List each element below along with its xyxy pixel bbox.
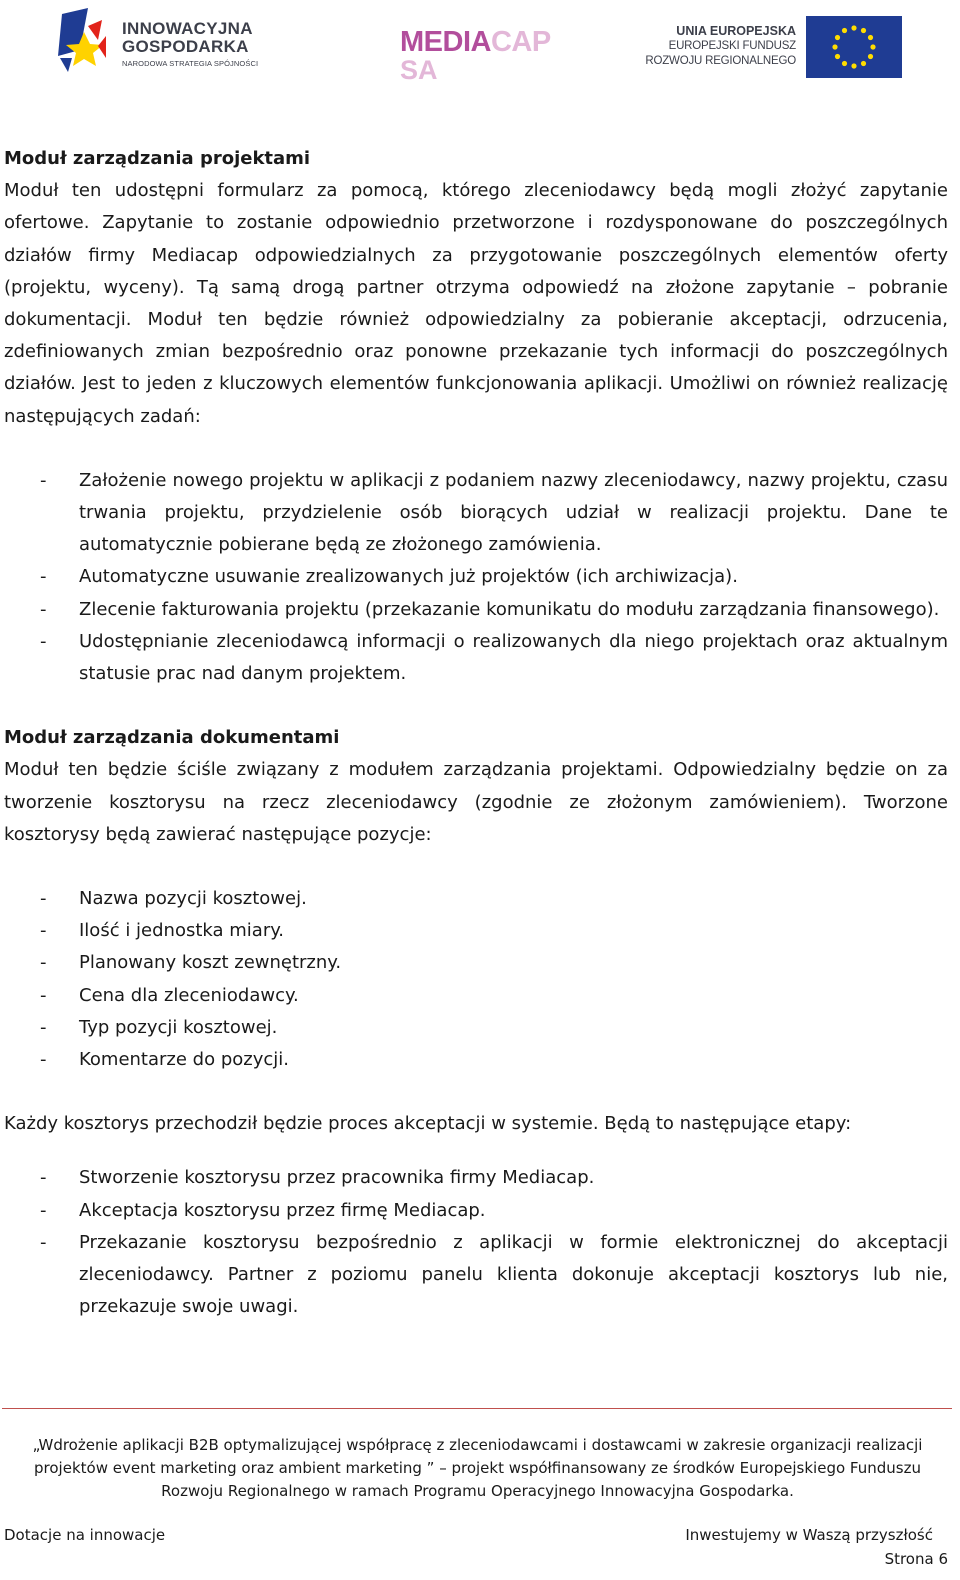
list-item: - Stworzenie kosztorysu przez pracownika firmy Mediacap. bbox=[40, 1167, 595, 1189]
mediacap-sa-text: SA bbox=[400, 55, 438, 85]
footer-project-description bbox=[0, 1434, 955, 1503]
footer-slogan-left: Dotacje na innowacje bbox=[4, 1526, 166, 1544]
list-item: - Zlecenie fakturowania projektu (przekazanie komunikatu do modułu zarządzania finansowego). bbox=[40, 598, 940, 620]
section1-heading: Moduł zarządzania projektami bbox=[4, 148, 311, 169]
document-body bbox=[4, 143, 948, 1324]
list-item: - Cena dla zleceniodawcy. bbox=[40, 984, 299, 1006]
innowacyjna-star-icon bbox=[58, 6, 118, 76]
mediacap-logo bbox=[400, 28, 570, 88]
innowacyjna-line1: INNOWACYJNA bbox=[122, 19, 253, 38]
list-item: - Automatyczne usuwanie zrealizowanych już projektów (ich archiwizacja). bbox=[40, 566, 738, 588]
innowacyjna-gospodarka-logo bbox=[58, 6, 298, 76]
section2-paragraph: Moduł ten będzie ściśle związany z modułem zarządzania projektami. Odpowiedzialny będzie on za tworzenie kosztorysu na rzecz zleceniodawcy (zgodnie ze złożonym zamówieniem). Tworzone kosztorysy będą zawierać następujące pozycje: bbox=[4, 759, 948, 845]
section2-paragraph2: Każdy kosztorys przechodził będzie proces akceptacji w systemie. Będą to następujące etapy: bbox=[4, 1113, 852, 1135]
list-item: - Nazwa pozycji kosztowej. bbox=[40, 888, 307, 910]
list-item: - Akceptacja kosztorysu przez firmę Mediacap. bbox=[40, 1199, 486, 1221]
list-item: - Typ pozycji kosztowej. bbox=[40, 1016, 278, 1038]
list-item: - Założenie nowego projektu w aplikacji z podaniem nazwy zleceniodawcy, nazwy projektu, czasu trwania projektu, przydzielenie osób biorących udział w realizacji projektu. Dane te automatycznie pobierane będą ze złożonego zamówienia. bbox=[40, 469, 948, 556]
list-item: - Udostępnianie zleceniodawcą informacji o realizowanych dla niego projektach oraz aktualnym statusie prac nad danym projektem. bbox=[40, 630, 948, 685]
approval-stages-list bbox=[4, 1162, 948, 1323]
mediacap-media-text: MEDIA bbox=[400, 26, 491, 58]
footer-line1: „Wdrożenie aplikacji B2B optymalizującej współpracę z zleceniodawcami i dostawcami w zakresie organizacji realizacji bbox=[32, 1436, 923, 1454]
header-logos bbox=[0, 0, 960, 95]
ue-line2: EUROPEJSKI FUNDUSZ bbox=[668, 40, 796, 52]
page-number: Strona 6 bbox=[884, 1550, 948, 1568]
section1-paragraph: Moduł ten udostępni formularz za pomocą, którego zleceniodawcy będą mogli złożyć zapytanie ofertowe. Zapytanie to zostanie odpowiednio przetworzone i rozdysponowane do poszczególnych działów firmy Mediacap odpowiedzialnych za przygotowanie poszczególnych elementów oferty (projektu, wyceny). Tą samą drogą partner otrzyma odpowiedź na złożone zapytanie – pobranie dokumentacji. Moduł ten będzie również odpowiedzialny za pobieranie akceptacji, odrzucenia, zdefiniowanych zmian bezpośrednio oraz ponowne przekazanie tych informacji do poszczególnych działów. Jest to jeden z kluczowych elementów funkcjonowania aplikacji. Umożliwi on również realizację następujących zadań: bbox=[4, 180, 948, 427]
footer-line3: Rozwoju Regionalnego w ramach Programu Operacyjnego Innowacyjna Gospodarka. bbox=[161, 1482, 794, 1500]
ue-line1: UNIA EUROPEJSKA bbox=[676, 24, 796, 38]
unia-europejska-logo bbox=[634, 16, 902, 80]
cost-items-list bbox=[4, 883, 948, 1076]
project-tasks-list bbox=[4, 465, 948, 690]
list-item: - Ilość i jednostka miary. bbox=[40, 920, 285, 942]
list-item: - Przekazanie kosztorysu bezpośrednio z aplikacji w formie elektronicznej do akceptacji zleceniodawcy. Partner z poziomu panelu klienta dokonuje akceptacji kosztorys lub nie, przekazuje swoje uwagi. bbox=[40, 1231, 948, 1318]
innowacyjna-line2: GOSPODARKA bbox=[122, 37, 249, 56]
mediacap-cap-text: CAP bbox=[490, 26, 551, 58]
footer-line2: projektów event marketing oraz ambient marketing ” – projekt współfinansowany ze środków Europejskiego Funduszu bbox=[34, 1459, 921, 1477]
section2-heading: Moduł zarządzania dokumentami bbox=[4, 727, 340, 749]
eu-flag-icon bbox=[806, 16, 902, 78]
innowacyjna-line3: NARODOWA STRATEGIA SPÓJNOŚCI bbox=[122, 59, 259, 68]
list-item: - Planowany koszt zewnętrzny. bbox=[40, 952, 342, 974]
footer-slogan-right: Inwestujemy w Waszą przyszłość bbox=[685, 1526, 933, 1544]
list-item: - Komentarze do pozycji. bbox=[40, 1049, 289, 1071]
footer-divider bbox=[2, 1408, 952, 1409]
ue-line3: ROZWOJU REGIONALNEGO bbox=[645, 55, 796, 67]
